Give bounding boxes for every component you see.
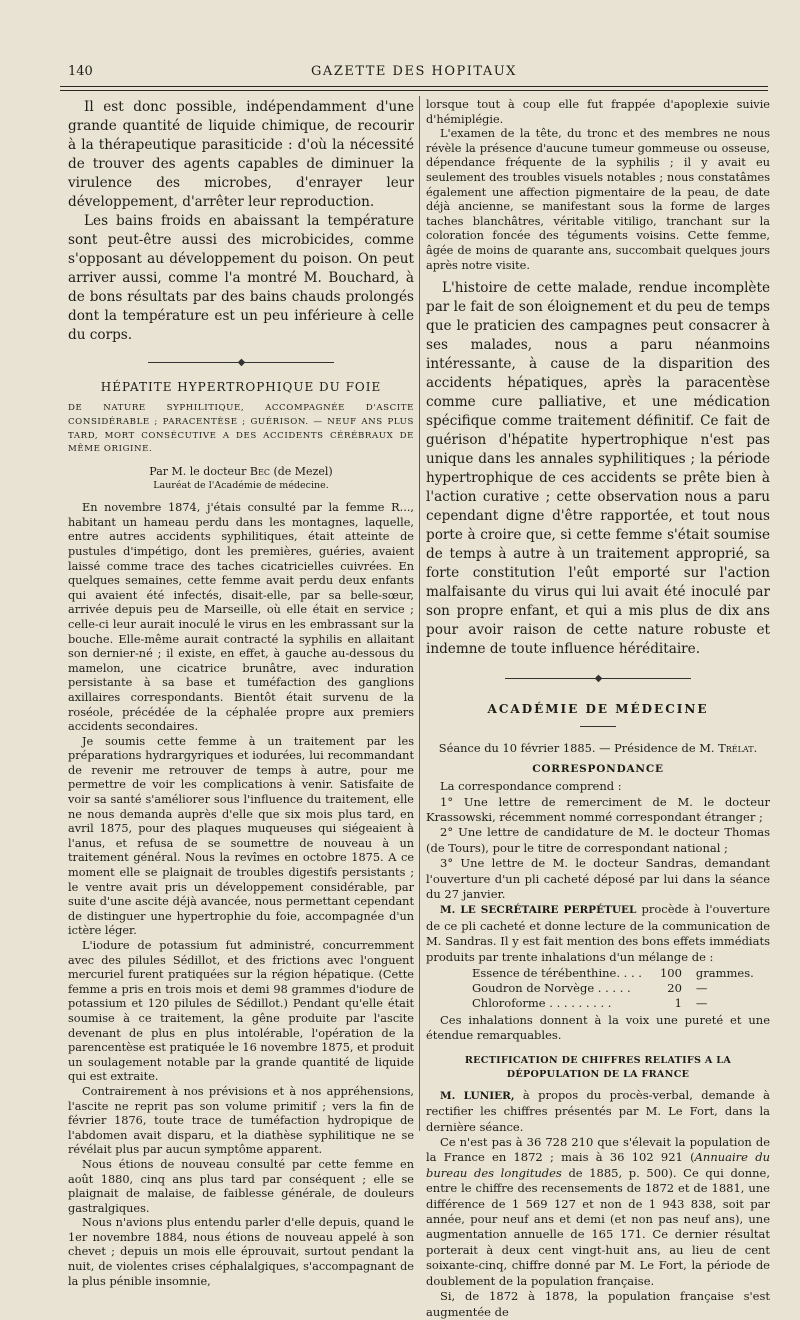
conclusion-paragraph: L'histoire de cette malade, rendue incomplète par le fait de son éloignement et du peu de temps que le praticien des campagnes peut consacrer à ses malades, nous a paru néanmoins intéressante, à cause de la disparition des accidents hépatiques, après la paracentèse comme cure palliative, et une médication spécifique comme traitement définitif. Ce fait de guérison d'hépatite hypertrophique n'est pas unique dans les annales syphilitiques ; la période hypertrophique de ces accidents se prête bien à l'action curative ; cette observation nous a paru cependant digne d'être rapportée, et tout nous porte à croire que, si cette femme s'était soumise de temps à autre à un traitement approprié, sa forte constitution l'eût emporté sur l'action malfaisante du virus qui lui avait été inoculé par son propre enfant, et qui a mis plus de dix ans pour avoir raison de cette nature robuste et indemne de toute influence héréditaire. — [426, 280, 770, 658]
correspondence-heading: CORRESPONDANCE — [532, 763, 664, 776]
intro-paragraph: Les bains froids en abaissant la température sont peut-être aussi des microbicides, comme s'opposant au développement du poison. On peut arriver aussi, comme l'a montré M. Bouchard, à de bons résultats par des bains chauds prolongés dont la température est un peu inférieure à celle du corps. — [68, 213, 414, 343]
column-divider — [419, 96, 420, 1131]
article-paragraph: lorsque tout à coup elle fut frappée d'apoplexie suivie d'hémiplégie. — [426, 98, 770, 126]
ingredient-name: Essence de térébenthine. . . . — [472, 966, 642, 980]
speaker-text: procède à l'ouverture de ce pli cacheté et donne lecture de la communication de M. Sandras. Il y est fait mention des bons effets immédiats produits par trente inhalations d'un mélange de : — [426, 902, 770, 964]
header-rule-bottom — [60, 90, 768, 91]
article-paragraph: L'examen de la tête, du tronc et des membres ne nous révèle la présence d'aucune tumeur gommeuse ou osseuse, dépendance fréquente de la syphilis ; il y avait eu seulement des troubles visuels notables ; nous constatâmes également une affection pigmentaire de la peau, de date déjà ancienne, se manifestant sous la forme de larges taches blanchâtres, véritable vitiligo, tranchant sur la coloration foncée des téguments voisins. Cette femme, âgée de moins de quarante ans, succombait quelques jours après notre visite. — [426, 127, 770, 272]
left-column — [68, 98, 414, 1288]
ingredient-qty: 1 — [674, 996, 682, 1010]
section-ornament: ◆ — [68, 357, 414, 368]
mixture-row — [472, 966, 758, 981]
article-paragraph: L'iodure de potassium fut administré, concurremment avec des pilules Sédillot, et des frictions avec l'onguent mercuriel furent pratiquées sur la région hépatique. (Cette femme a pris en trois mois et demi 98 grammes d'iodure de potassium et 120 pilules de Sédillot.) Pendant qu'elle était soumise à ce traitement, la gêne produite par l'ascite devenant de plus en plus intolérable, l'opération de la parencentèse est pratiquée le 16 novembre 1875, et produit un soulagement notable par la grande quantité de liquide qui est extraite. — [68, 939, 414, 1084]
ingredient-qty: 20 — [667, 981, 682, 995]
speaker-name: M. LE SECRÉTAIRE PERPÉTUEL — [440, 904, 637, 917]
mixture-table — [472, 966, 758, 1011]
ingredient-unit: grammes. — [695, 966, 754, 980]
academy-paragraph — [426, 902, 770, 965]
article-title: HÉPATITE HYPERTROPHIQUE DU FOIE — [100, 380, 382, 394]
correspondence-item: 1° Une lettre de remerciment de M. le docteur Krassowski, récemment nommé correspondant étranger ; — [426, 794, 770, 824]
ingredient-name: Goudron de Norvège . . . . . — [472, 981, 631, 995]
academy-paragraph — [426, 1088, 770, 1135]
academy-paragraph: Ces inhalations donnent à la voix une pureté et une étendue remarquables. — [426, 1013, 770, 1043]
page-header — [60, 62, 768, 84]
population-text: de 1885, p. 500). Ce qui donne, entre le chiffre des recensements de 1872 et de 1881, une différence de 1 569 127 et non de 1 943 838, soit par année, pour neuf ans et demi (et non pas neuf ans), une augmentation annuelle de 165 171. Ce dernier résultat porterait à deux cent vingt-huit ans, au lieu de cent soixante-cinq, chiffre donné par M. Le Fort, la période de doublement de la population française. — [426, 1165, 771, 1288]
author-name: Bec — [249, 465, 270, 479]
ingredient-unit: — — [695, 981, 708, 995]
session-line — [426, 741, 770, 755]
correspondence-item: 2° Une lettre de candidature de M. le docteur Thomas (de Tours), pour le titre de correspondant national ; — [426, 825, 770, 855]
short-rule — [580, 726, 616, 727]
article-paragraph: Nous étions de nouveau consulté par cette femme en août 1880, cinq ans plus tard par conséquent ; elle se plaignait de malaise, de faiblesse générale, de douleurs gastralgiques. — [68, 1157, 414, 1215]
population-text: Ce n'est pas à 36 728 210 que s'élevait la population de la France en 1872 ; mais à 36 102 921 ( — [426, 1135, 770, 1165]
ingredient-qty: 100 — [659, 966, 682, 980]
academy-paragraph: Si, de 1872 à 1878, la population française s'est augmentée de — [426, 1289, 770, 1319]
article-paragraph: En novembre 1874, j'étais consulté par la femme R..., habitant un hameau perdu dans les montagnes, laquelle, entre autres accidents syphilitiques, était atteinte de pustules d'impétigo, dont les premières, guéries, avaient laissé comme trace des taches cicatricielles cuivrées. En quelques semaines, cette femme avait perdu deux enfants qui avaient été infectés, disait-elle, par sa belle-sœur, arrivée depuis peu de Marseille, où elle était en service ; celle-ci leur aurait inoculé le virus en les embrassant sur la bouche. Elle-même aurait contracté la syphilis en allaitant son dernier-né ; il existe, en effet, à gauche au-dessous du mamelon, une cicatrice brunâtre, avec induration persistante à sa base et tuméfaction des ganglions axillaires correspondants. Bientôt était survenu de la roséole, précédée de la céphalée propre aux premiers accidents secondaires. — [68, 501, 414, 734]
academy-body — [426, 779, 770, 1044]
article-paragraph: Je soumis cette femme à un traitement par les préparations hydrargyriques et iodurées, lui recommandant de revenir me retrouver de temps à autre, pour me permettre de voir les complications à venir. Satisfaite de voir sa santé s'améliorer sous l'influence du traitement, elle ne nous demanda auprès d'elle que six mois plus tard, en avril 1875, pour des plaques muqueuses qui siégeaient à l'anus, et refusa de se soumettre de nouveau à un traitement général. Nous la revîmes en octobre 1875. A ce moment elle se plaignait de troubles digestifs persistants ; le ventre avait pris un développement considérable, par suite d'une ascite déjà avancée, nous permettant cependant de distinguer une hypertrophie du foie, accompagnée d'un ictère léger. — [68, 734, 414, 938]
intro-paragraph: Il est donc possible, indépendamment d'une grande quantité de liquide chimique, de recourir à la thérapeutique parasiticide : d'où la nécessité de trouver des agents capables de diminuer la virulence des microbes, d'enrayer leur développement, d'arrêter leur reproduction. — [68, 99, 414, 210]
ingredient-unit: — — [695, 996, 708, 1010]
academy-paragraph — [426, 1135, 770, 1289]
article-paragraph: Nous n'avions plus entendu parler d'elle depuis, quand le 1er novembre 1884, nous étions de nouveau appelé à son chevet ; depuis un mois elle éprouvait, surtout pendant la nuit, de violentes crises céphalalgiques, s'accompagnant de la plus pénible insomnie, — [68, 1216, 414, 1288]
article-paragraph: Contrairement à nos prévisions et à nos appréhensions, l'ascite ne reprit pas son volume primitif ; vers la fin de février 1876, toute trace de tuméfaction hydropique de l'abdomen avait disparu, et la diathèse syphilitique ne se révélait plus par aucun symptôme apparent. — [68, 1084, 414, 1157]
article-body — [68, 501, 414, 1289]
correspondence-item: 3° Une lettre de M. le docteur Sandras, demandant l'ouverture d'un pli cacheté déposé par lui dans la séance du 27 janvier. — [426, 856, 770, 901]
session-president: Trélat. — [718, 741, 758, 756]
ingredient-name: Chloroforme . . . . . . . . . — [472, 996, 612, 1010]
author-affiliation: Lauréat de l'Académie de médecine. — [153, 480, 329, 492]
intro-text — [68, 98, 414, 345]
academy-paragraph: La correspondance comprend : — [440, 779, 622, 794]
section-ornament: ◆ — [426, 673, 770, 684]
author-suffix: (de Mezel) — [273, 465, 333, 479]
journal-title: GAZETTE DES HOPITAUX — [311, 64, 517, 79]
mixture-row — [472, 981, 758, 996]
mixture-row — [472, 996, 758, 1011]
article-subtitle: DE NATURE SYPHILITIQUE, ACCOMPAGNÉE D'ASCITE CONSIDÉRABLE ; PARACENTÈSE ; GUÉRISON. — NEUF ANS PLUS TARD, MORT CONSÉCUTIVE A DES ACCIDENTS CÉRÉBRAUX DE MÊME ORIGINE. — [68, 403, 414, 455]
article-continuation — [426, 98, 770, 273]
rectification-heading: RECTIFICATION DE CHIFFRES RELATIFS A LA DÉPOPULATION DE LA FRANCE — [464, 1054, 732, 1080]
annuaire-citation: Annuaire du bureau des longitudes — [426, 1150, 770, 1180]
header-rule-top — [60, 86, 768, 87]
session-text: Séance du 10 février 1885. — Présidence de M. — [438, 741, 715, 756]
article-author — [68, 465, 414, 478]
speaker-text: à propos du procès-verbal, demande à rectifier les chiffres présentés par M. Le Fort, dans la dernière séance. — [426, 1087, 770, 1134]
page-number: 140 — [68, 64, 93, 79]
author-prefix: Par M. le docteur — [149, 465, 247, 479]
right-column — [426, 98, 771, 1319]
academy-title: ACADÉMIE DE MÉDECINE — [487, 702, 709, 717]
article-conclusion — [426, 279, 770, 659]
rectification-body — [426, 1088, 770, 1320]
speaker-name: M. LUNIER, — [440, 1089, 515, 1102]
